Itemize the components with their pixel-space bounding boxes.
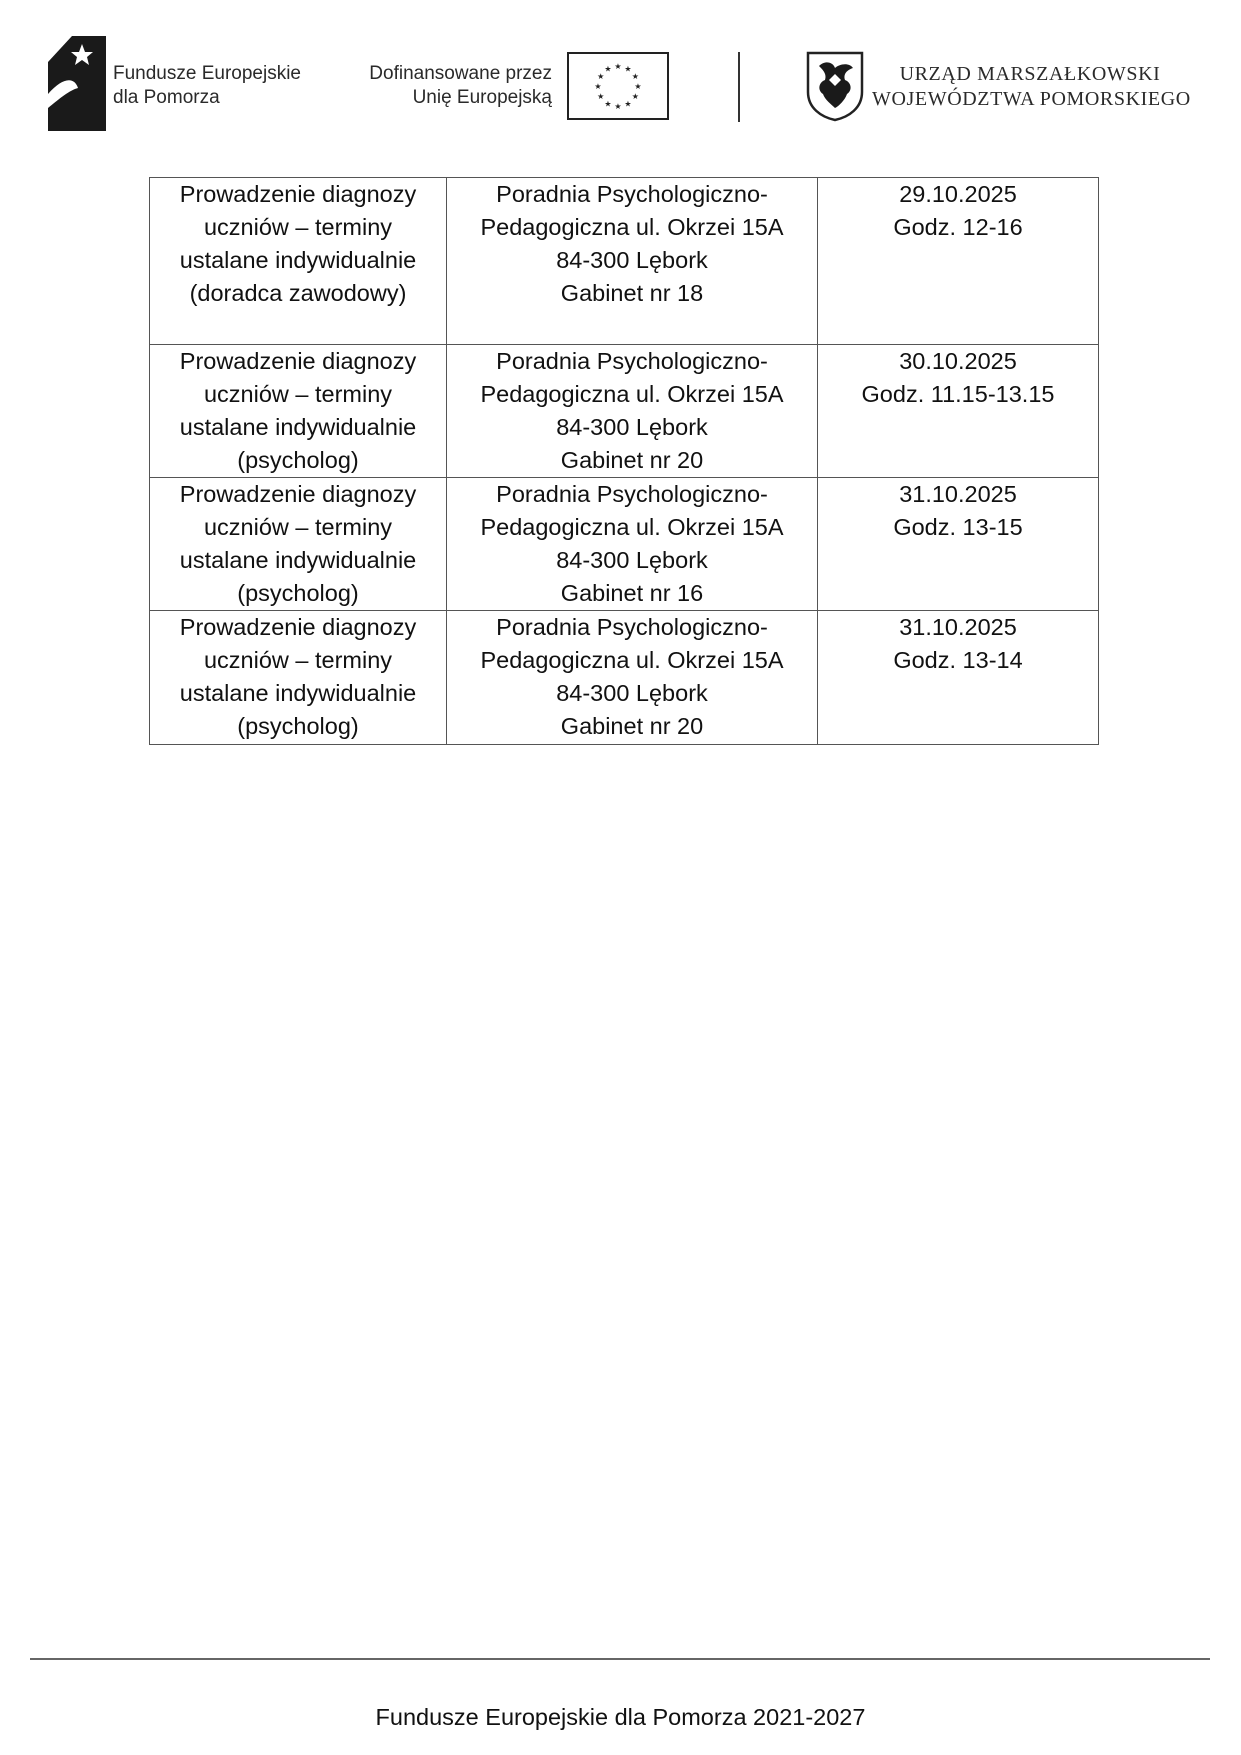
table-row xyxy=(150,345,1099,478)
activity-line: Prowadzenie diagnozy xyxy=(179,348,417,374)
page-header xyxy=(0,0,1241,140)
svg-text:★: ★ xyxy=(624,99,632,109)
table-row xyxy=(150,478,1099,611)
activity-line: (psycholog) xyxy=(237,713,359,739)
place-line: Pedagogiczna ul. Okrzei 15A xyxy=(480,647,784,673)
office-line-2: WOJEWÓDZTWA POMORSKIEGO xyxy=(872,88,1191,110)
table-row xyxy=(150,178,1099,345)
office-line-1: URZĄD MARSZAŁKOWSKI xyxy=(899,63,1161,85)
date-cell xyxy=(818,345,1099,478)
svg-text:★: ★ xyxy=(614,102,622,111)
header-separator xyxy=(738,52,740,122)
place-line: Pedagogiczna ul. Okrzei 15A xyxy=(480,381,784,407)
date-cell xyxy=(818,178,1099,345)
place-cell xyxy=(447,345,818,478)
activity-line: (psycholog) xyxy=(237,447,359,473)
activity-cell xyxy=(150,478,447,611)
place-line: Gabinet nr 16 xyxy=(560,580,704,606)
activity-line: ustalane indywidualnie xyxy=(179,547,417,573)
fundusze-europejskie-label xyxy=(113,62,301,110)
fe-name: Fundusze Europejskie xyxy=(113,63,301,84)
place-cell xyxy=(447,178,818,345)
activity-cell xyxy=(150,178,447,345)
svg-text:★: ★ xyxy=(624,64,632,74)
activity-line: ustalane indywidualnie xyxy=(179,680,417,706)
date-text: 30.10.2025 xyxy=(899,348,1017,374)
activity-line: (psycholog) xyxy=(237,580,359,606)
place-line: Poradnia Psychologiczno- xyxy=(496,481,768,507)
place-line: Pedagogiczna ul. Okrzei 15A xyxy=(480,214,784,240)
footer-text: Fundusze Europejskie dla Pomorza 2021-2027 xyxy=(375,1704,866,1730)
activity-line: uczniów – terminy xyxy=(203,647,393,673)
svg-text:★: ★ xyxy=(604,99,612,109)
marshal-office-label xyxy=(872,62,1191,112)
activity-line: (doradca zawodowy) xyxy=(189,280,407,306)
activity-cell xyxy=(150,611,447,745)
schedule-table xyxy=(149,177,1099,745)
fe-region: dla Pomorza xyxy=(113,87,220,108)
activity-line: Prowadzenie diagnozy xyxy=(179,614,417,640)
place-line: Pedagogiczna ul. Okrzei 15A xyxy=(480,514,784,540)
cofinance-line-2: Unię Europejską xyxy=(412,87,552,108)
date-text: 29.10.2025 xyxy=(899,181,1017,207)
svg-text:★: ★ xyxy=(631,92,639,101)
date-text: 31.10.2025 xyxy=(899,481,1017,507)
place-line: Poradnia Psychologiczno- xyxy=(496,181,768,207)
activity-line: Prowadzenie diagnozy xyxy=(179,181,417,207)
activity-line: uczniów – terminy xyxy=(203,381,393,407)
hours-text: Godz. 12-16 xyxy=(893,214,1023,240)
place-line: Gabinet nr 18 xyxy=(560,280,704,306)
place-line: Gabinet nr 20 xyxy=(560,713,704,739)
eu-flag-icon xyxy=(567,52,669,120)
place-line: Poradnia Psychologiczno- xyxy=(496,348,768,374)
place-cell xyxy=(447,478,818,611)
activity-line: uczniów – terminy xyxy=(203,214,393,240)
hours-text: Godz. 11.15-13.15 xyxy=(861,381,1055,407)
footer-divider xyxy=(30,1658,1210,1660)
activity-cell xyxy=(150,345,447,478)
hours-text: Godz. 13-15 xyxy=(893,514,1023,540)
activity-line: Prowadzenie diagnozy xyxy=(179,481,417,507)
fundusze-europejskie-logo-icon xyxy=(48,36,106,131)
svg-text:★: ★ xyxy=(614,62,622,71)
hours-text: Godz. 13-14 xyxy=(893,647,1023,673)
place-line: 84-300 Lębork xyxy=(556,247,708,273)
svg-text:★: ★ xyxy=(631,72,639,81)
date-cell xyxy=(818,611,1099,745)
date-cell xyxy=(818,478,1099,611)
place-line: Poradnia Psychologiczno- xyxy=(496,614,768,640)
table-row xyxy=(150,611,1099,745)
place-cell xyxy=(447,611,818,745)
svg-text:★: ★ xyxy=(597,92,605,101)
activity-line: ustalane indywidualnie xyxy=(179,247,417,273)
svg-text:★: ★ xyxy=(597,72,605,81)
place-line: 84-300 Lębork xyxy=(556,547,708,573)
svg-text:★: ★ xyxy=(634,82,642,91)
pomorskie-griffin-crest-icon xyxy=(805,50,865,122)
svg-text:★: ★ xyxy=(594,82,602,91)
cofinance-line-1: Dofinansowane przez xyxy=(369,63,552,84)
date-text: 31.10.2025 xyxy=(899,614,1017,640)
activity-line: ustalane indywidualnie xyxy=(179,414,417,440)
cofinance-label xyxy=(340,62,552,110)
place-line: Gabinet nr 20 xyxy=(560,447,704,473)
place-line: 84-300 Lębork xyxy=(556,680,708,706)
place-line: 84-300 Lębork xyxy=(556,414,708,440)
svg-text:★: ★ xyxy=(604,64,612,74)
activity-line: uczniów – terminy xyxy=(203,514,393,540)
